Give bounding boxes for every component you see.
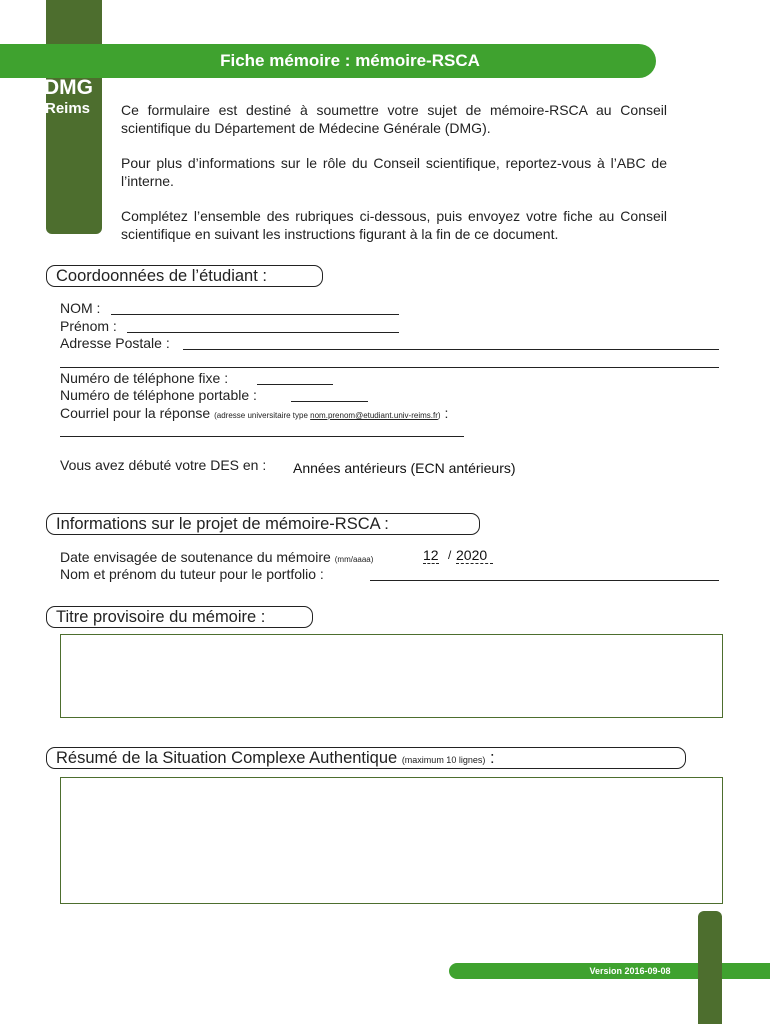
date-year-field[interactable]: 2020 — [456, 547, 493, 564]
tel-fixe-field[interactable] — [257, 384, 333, 385]
title-textarea[interactable] — [60, 634, 723, 718]
courriel-label: Courriel pour la réponse — [60, 405, 211, 421]
adresse-field-line-1[interactable] — [183, 349, 719, 350]
summary-hint: (maximum 10 lignes) — [401, 755, 486, 765]
tel-portable-field[interactable] — [291, 401, 368, 402]
version-label: Version 2016-09-08 — [589, 966, 671, 976]
date-label: Date envisagée de soutenance du mémoire — [60, 549, 331, 565]
intro-paragraph-1: Ce formulaire est destiné à soumettre votre sujet de mémoire-RSCA au Conseil scientifique du Département de Médecine Générale (DMG). — [121, 102, 667, 136]
courriel-label-row — [60, 405, 448, 424]
adresse-field-line-2[interactable] — [60, 367, 719, 368]
tuteur-field[interactable] — [370, 580, 719, 581]
section-title-title: Titre provisoire du mémoire : — [46, 606, 313, 628]
logo-dmg: DMG — [44, 76, 93, 99]
tel-fixe-label: Numéro de téléphone fixe : — [60, 370, 229, 386]
courriel-example: nom.prenom@etudiant.univ-reims.fr — [310, 411, 438, 420]
date-month-field[interactable]: 12 — [423, 547, 439, 563]
summary-colon: : — [489, 749, 495, 767]
date-separator: / — [448, 548, 452, 562]
nom-field[interactable] — [111, 314, 399, 315]
nom-label: NOM : — [60, 300, 101, 316]
adresse-label: Adresse Postale : — [60, 335, 170, 351]
page-title: Fiche mémoire : mémoire-RSCA — [220, 51, 480, 70]
summary-textarea[interactable] — [60, 777, 723, 904]
tel-portable-label: Numéro de téléphone portable : — [60, 387, 257, 403]
des-label: Vous avez débuté votre DES en : — [60, 457, 267, 473]
prenom-field[interactable] — [127, 332, 399, 333]
des-select[interactable]: Années antérieurs (ECN antérieurs) — [293, 460, 516, 476]
footer-side-bar — [698, 911, 722, 1024]
tuteur-label: Nom et prénom du tuteur pour le portfolio : — [60, 566, 324, 582]
summary-title-label: Résumé de la Situation Complexe Authentique — [56, 749, 398, 767]
logo-reims: Reims — [45, 100, 91, 117]
prenom-label: Prénom : — [60, 318, 117, 334]
courriel-field[interactable] — [60, 436, 464, 437]
courriel-hint: (adresse universitaire type nom.prenom@etudiant.univ-reims.fr) — [214, 411, 441, 420]
date-hint: (mm/aaaa) — [334, 555, 374, 564]
courriel-colon: : — [444, 405, 449, 421]
intro-paragraph-2: Pour plus d’informations sur le rôle du Conseil scientifique, reportez-vous à l’ABC de l’interne. — [121, 155, 667, 189]
intro-paragraph-3: Complétez l’ensemble des rubriques ci-dessous, puis envoyez votre fiche au Conseil scientifique en suivant les instructions figurant à la fin de ce document. — [121, 208, 667, 242]
section-student-title: Coordoonnées de l’étudiant : — [46, 265, 323, 287]
section-project-title: Informations sur le projet de mémoire-RSCA : — [46, 513, 480, 535]
section-summary-title — [46, 747, 686, 769]
